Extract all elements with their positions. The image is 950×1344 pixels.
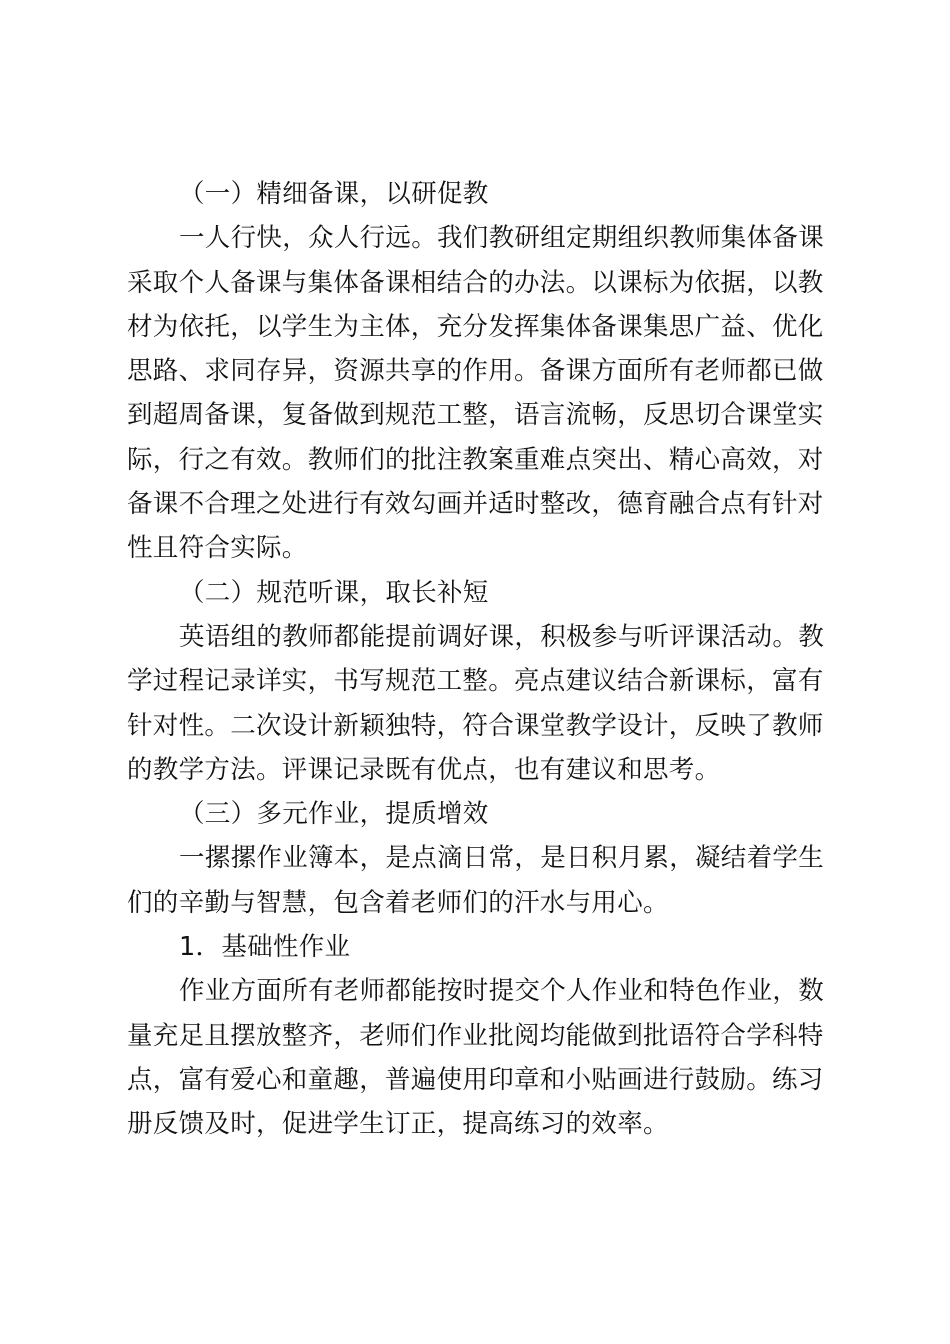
paragraph-line: 英语组的教师都能提前调好课，积极参与听评课活动。教 <box>179 621 825 652</box>
paragraph-line: 材为依托，以学生为主体，充分发挥集体备课集思广益、优化 <box>127 311 824 342</box>
paragraph-line: 点，富有爱心和童趣，普遍使用印章和小贴画进行鼓励。练习 <box>127 1064 824 1095</box>
paragraph-line: 性且符合实际。 <box>127 533 308 564</box>
section-heading-2: （二）规范听课，取长补短 <box>179 577 489 608</box>
paragraph-line: 一人行快，众人行远。我们教研组定期组织教师集体备课 <box>179 223 825 254</box>
paragraph-line: 们的辛勤与智慧，包含着老师们的汗水与用心。 <box>127 887 669 918</box>
paragraph-line: 作业方面所有老师都能按时提交个人作业和特色作业，数 <box>179 976 825 1007</box>
paragraph-line: 到超周备课，复备做到规范工整，语言流畅，反思切合课堂实 <box>127 400 824 431</box>
paragraph-line: 际，行之有效。教师们的批注教案重难点突出、精心高效，对 <box>127 444 824 475</box>
paragraph-line: 备课不合理之处进行有效勾画并适时整改，德育融合点有针对 <box>127 489 824 520</box>
section-heading-1: （一）精细备课，以研促教 <box>179 179 489 209</box>
paragraph-line: 针对性。二次设计新颖独特，符合课堂教学设计，反映了教师 <box>127 710 824 741</box>
paragraph-line: 量充足且摆放整齐，老师们作业批阅均能做到批语符合学科特 <box>127 1020 824 1051</box>
paragraph-line: 一摞摞作业簿本，是点滴日常，是日积月累，凝结着学生 <box>179 843 825 874</box>
subsection-heading: 1．基础性作业 <box>179 932 351 963</box>
paragraph-line: 思路、求同存异，资源共享的作用。备课方面所有老师都已做 <box>127 356 824 387</box>
paragraph-line: 采取个人备课与集体备课相结合的办法。以课标为依据，以教 <box>127 267 824 298</box>
paragraph-line: 的教学方法。评课记录既有优点，也有建议和思考。 <box>127 754 721 785</box>
paragraph-line: 册反馈及时，促进学生订正，提高练习的效率。 <box>127 1109 669 1140</box>
document-body <box>127 172 833 1147</box>
paragraph-line: 学过程记录详实，书写规范工整。亮点建议结合新课标，富有 <box>127 666 824 697</box>
section-heading-3: （三）多元作业，提质增效 <box>179 799 489 830</box>
